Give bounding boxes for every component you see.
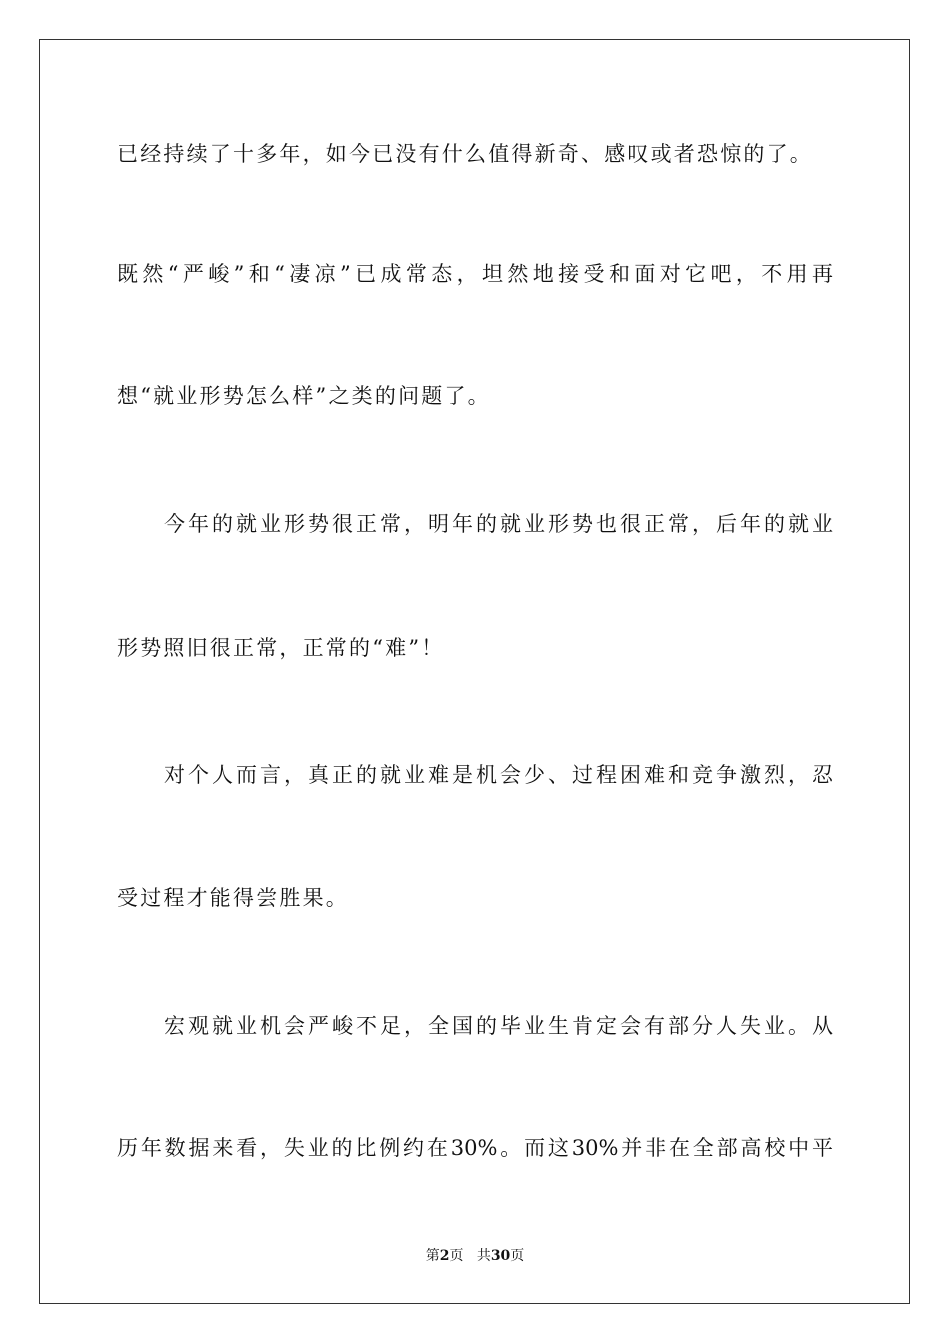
- page-border: [39, 39, 910, 1304]
- footer-total-suffix: 页: [510, 1248, 525, 1264]
- paragraph-line-3: 想“就业形势怎么样”之类的问题了。: [117, 384, 491, 408]
- footer-page-suffix: 页: [449, 1248, 464, 1264]
- paragraph-line-9: 历年数据来看，失业的比例约在30%。而这30%并非在全部高校中平: [117, 1136, 833, 1160]
- paragraph-line-6: 对个人而言，真正的就业难是机会少、过程困难和竞争激烈，忍: [164, 763, 833, 787]
- footer-total-pages: 30: [490, 1248, 511, 1264]
- paragraph-line-4: 今年的就业形势很正常，明年的就业形势也很正常，后年的就业: [164, 512, 833, 536]
- page-footer: [0, 1246, 950, 1266]
- paragraph-line-7: 受过程才能得尝胜果。: [117, 886, 349, 910]
- footer-total-prefix: 共: [476, 1248, 491, 1264]
- footer-current-page: 2: [439, 1248, 450, 1264]
- paragraph-line-2: 既然“严峻”和“凄凉”已成常态，坦然地接受和面对它吧，不用再: [117, 262, 833, 286]
- paragraph-line-8: 宏观就业机会严峻不足，全国的毕业生肯定会有部分人失业。从: [164, 1014, 833, 1038]
- paragraph-line-5: 形势照旧很正常，正常的“难”！: [117, 636, 445, 660]
- footer-page-prefix: 第: [425, 1248, 440, 1264]
- paragraph-line-1: 已经持续了十多年，如今已没有什么值得新奇、感叹或者恐惊的了。: [117, 142, 813, 166]
